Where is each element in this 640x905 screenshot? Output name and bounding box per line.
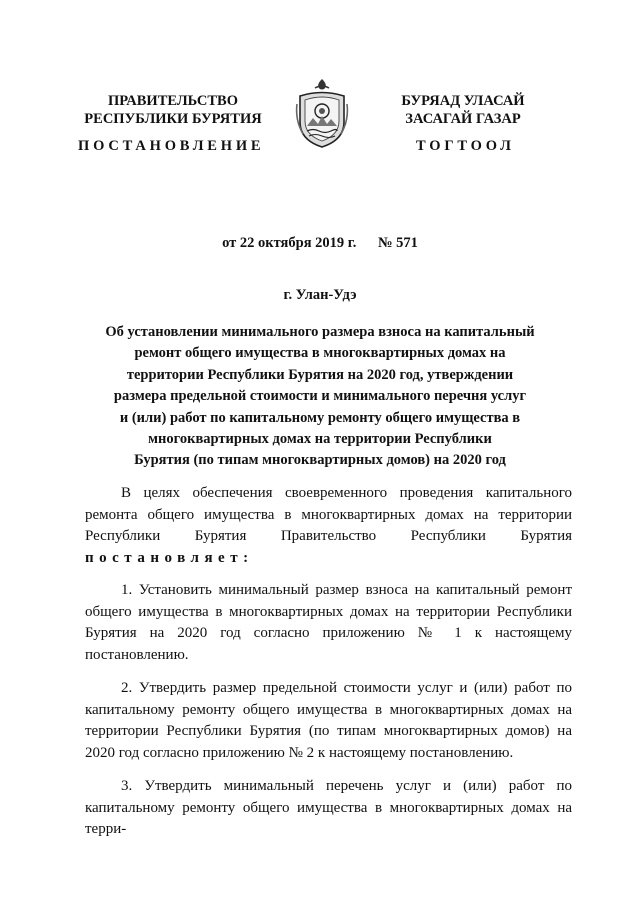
date-number-line <box>0 235 640 252</box>
title-line: территории Республики Бурятия на 2020 год, утверждении <box>126 366 514 383</box>
document-type-ru: ПОСТАНОВЛЕНИЕ <box>78 138 265 154</box>
government-name-bua-line2: ЗАСАГАЙ ГАЗАР <box>405 111 521 127</box>
document-number: № 571 <box>377 235 418 251</box>
paragraph-3 <box>85 776 572 841</box>
government-name-bua <box>378 92 548 128</box>
government-name-ru-line2: РЕСПУБЛИКИ БУРЯТИЯ <box>84 111 262 127</box>
title-line: Бурятия (по типам многоквартирных домов) на 2020 год <box>134 452 506 469</box>
title-line: ремонт общего имущества в многоквартирных домах на <box>134 345 506 362</box>
title-line: размера предельной стоимости и минимального перечня услуг <box>113 388 527 405</box>
coat-of-arms-icon <box>293 76 351 150</box>
paragraph-2-text: 2. Утвердить размер предельной стоимости услуг и (или) работ по капитальному ремонту общего имущества в многоквартирных домах на территории Республики Бурятия (по типам многоквартирных домов) на 2020 год согласно приложению № 2 к настоящему постановлению. <box>85 680 572 761</box>
preamble-decree-word: постановляет: <box>85 549 254 566</box>
government-name-ru <box>78 92 268 128</box>
document-date: от 22 октября 2019 г. <box>222 235 357 251</box>
government-name-ru-line1: ПРАВИТЕЛЬСТВО <box>108 93 238 109</box>
preamble-text-block <box>85 483 572 569</box>
preamble-text: В целях обеспечения своевременного проведения капитального ремонта общего имущества в многоквартирных домах на территории Республики Бурятия Правительство Республики Бурятия <box>85 485 572 545</box>
paragraph-1-text: 1. Установить минимальный размер взноса на капитальный ремонт общего имущества в многоквартирных домах на территории Республики Бурятия на 2020 год согласно приложению № 1 к настоящему постановлению. <box>85 582 572 663</box>
preamble-paragraph <box>85 483 572 569</box>
title-line: Об установлении минимального размера взноса на капитальный <box>105 324 535 340</box>
title-line: многоквартирных домах на территории Республики <box>148 431 492 448</box>
paragraph-3-text: 3. Утвердить минимальный перечень услуг и (или) работ по капитальному ремонту общего имущества в многоквартирных домах на терри- <box>85 778 572 838</box>
government-name-bua-line1: БУРЯАД УЛАСАЙ <box>401 93 525 109</box>
title-line: и (или) работ по капитальному ремонту общего имущества в <box>119 409 521 426</box>
paragraph-2 <box>85 678 572 764</box>
document-type-bua: ТОГТООЛ <box>416 138 515 154</box>
city: г. Улан-Удэ <box>283 287 357 303</box>
document-title <box>90 322 550 472</box>
paragraph-1 <box>85 580 572 666</box>
